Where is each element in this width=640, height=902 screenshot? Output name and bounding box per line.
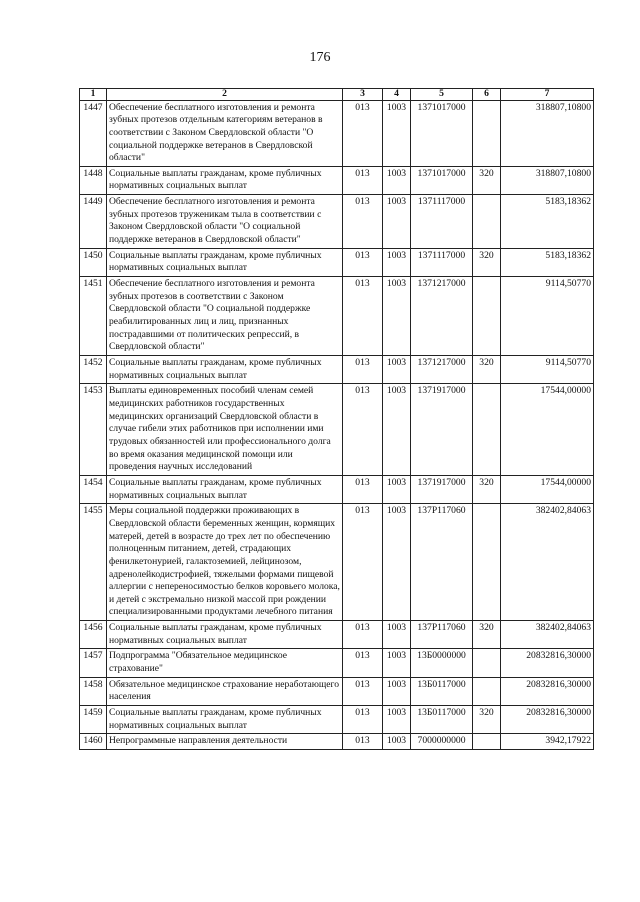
table-row [80, 248, 594, 276]
ministry-code-cell: 013 [343, 166, 383, 194]
row-name-cell: Обязательное медицинское страхование неработающего населения [107, 677, 343, 705]
row-name-cell: Социальные выплаты гражданам, кроме публичных нормативных социальных выплат [107, 706, 343, 734]
amount-cell: 17544,00000 [501, 384, 594, 476]
expense-type-cell: 320 [473, 356, 501, 384]
target-article-cell: 1371917000 [411, 475, 473, 503]
expense-type-cell [473, 277, 501, 356]
table-row [80, 166, 594, 194]
amount-cell: 17544,00000 [501, 475, 594, 503]
target-article-cell: 1371017000 [411, 100, 473, 166]
row-number-cell: 1449 [80, 195, 107, 249]
ministry-code-cell: 013 [343, 384, 383, 476]
row-number-cell: 1451 [80, 277, 107, 356]
table-row [80, 621, 594, 649]
page-number: 176 [309, 50, 331, 65]
row-name-cell: Меры социальной поддержки проживающих в Свердловской области беременных женщин, кормящих матерей, детей в возрасте до трех лет по обеспечению полноценным питанием, детей, страдающих фенилкетонурией, галактоземией, лейцинозом, адренолейкодистрофией, тяжелыми формами пищевой аллергии с непереносимостью белков коровьего молока, и детей с экстремально низкой массой при рождении специализированными продуктами лечебного питания [107, 504, 343, 621]
expense-type-cell: 320 [473, 248, 501, 276]
target-article-cell: 1371117000 [411, 248, 473, 276]
column-header: 4 [383, 89, 411, 101]
row-number-cell: 1455 [80, 504, 107, 621]
row-name-cell: Обеспечение бесплатного изготовления и ремонта зубных протезов труженикам тыла в соответствии с Законом Свердловской области "О социальной поддержке ветеранов в Свердловской области" [107, 195, 343, 249]
target-article-cell: 1371217000 [411, 277, 473, 356]
row-name-cell: Социальные выплаты гражданам, кроме публичных нормативных социальных выплат [107, 248, 343, 276]
row-number-cell: 1459 [80, 706, 107, 734]
target-article-cell: 137P117060 [411, 621, 473, 649]
row-name-cell: Выплаты единовременных пособий членам семей медицинских работников государственных медицинских организаций Свердловской области в случае гибели этих работников при исполнении ими трудовых обязанностей или профессионального долга во время оказания медицинской помощи или проведения научных исследований [107, 384, 343, 476]
target-article-cell: 137P117060 [411, 504, 473, 621]
ministry-code-cell: 013 [343, 475, 383, 503]
amount-cell: 5183,18362 [501, 195, 594, 249]
ministry-code-cell: 013 [343, 677, 383, 705]
row-name-cell: Социальные выплаты гражданам, кроме публичных нормативных социальных выплат [107, 475, 343, 503]
amount-cell: 382402,84063 [501, 621, 594, 649]
expense-type-cell: 320 [473, 166, 501, 194]
amount-cell: 318807,10800 [501, 100, 594, 166]
column-header: 6 [473, 89, 501, 101]
ministry-code-cell: 013 [343, 706, 383, 734]
row-name-cell: Непрограммные направления деятельности [107, 734, 343, 750]
section-code-cell: 1003 [383, 100, 411, 166]
row-name-cell: Социальные выплаты гражданам, кроме публичных нормативных социальных выплат [107, 356, 343, 384]
ministry-code-cell: 013 [343, 195, 383, 249]
expense-type-cell [473, 504, 501, 621]
expense-type-cell [473, 195, 501, 249]
section-code-cell: 1003 [383, 356, 411, 384]
expense-type-cell: 320 [473, 475, 501, 503]
row-number-cell: 1456 [80, 621, 107, 649]
section-code-cell: 1003 [383, 248, 411, 276]
expense-type-cell [473, 100, 501, 166]
section-code-cell: 1003 [383, 475, 411, 503]
ministry-code-cell: 013 [343, 277, 383, 356]
section-code-cell: 1003 [383, 384, 411, 476]
target-article-cell: 13Б0117000 [411, 677, 473, 705]
column-header: 3 [343, 89, 383, 101]
table-row [80, 356, 594, 384]
ministry-code-cell: 013 [343, 100, 383, 166]
amount-cell: 318807,10800 [501, 166, 594, 194]
section-code-cell: 1003 [383, 649, 411, 677]
ministry-code-cell: 013 [343, 504, 383, 621]
section-code-cell: 1003 [383, 195, 411, 249]
section-code-cell: 1003 [383, 734, 411, 750]
amount-cell: 3942,17922 [501, 734, 594, 750]
row-number-cell: 1454 [80, 475, 107, 503]
section-code-cell: 1003 [383, 277, 411, 356]
target-article-cell: 13Б0000000 [411, 649, 473, 677]
budget-table [79, 88, 594, 750]
expense-type-cell [473, 734, 501, 750]
table-row [80, 504, 594, 621]
row-name-cell: Обеспечение бесплатного изготовления и ремонта зубных протезов отдельным категориям ветеранов в соответствии с Законом Свердловской области "О социальной поддержке ветеранов в Свердловской области" [107, 100, 343, 166]
amount-cell: 5183,18362 [501, 248, 594, 276]
target-article-cell: 1371217000 [411, 356, 473, 384]
row-name-cell: Социальные выплаты гражданам, кроме публичных нормативных социальных выплат [107, 166, 343, 194]
amount-cell: 382402,84063 [501, 504, 594, 621]
row-number-cell: 1460 [80, 734, 107, 750]
row-name-cell: Подпрограмма "Обязательное медицинское страхование" [107, 649, 343, 677]
table-row [80, 475, 594, 503]
row-name-cell: Социальные выплаты гражданам, кроме публичных нормативных социальных выплат [107, 621, 343, 649]
ministry-code-cell: 013 [343, 734, 383, 750]
amount-cell: 20832816,30000 [501, 677, 594, 705]
expense-type-cell: 320 [473, 706, 501, 734]
column-header: 5 [411, 89, 473, 101]
expense-type-cell [473, 677, 501, 705]
row-number-cell: 1457 [80, 649, 107, 677]
ministry-code-cell: 013 [343, 356, 383, 384]
amount-cell: 9114,50770 [501, 356, 594, 384]
amount-cell: 20832816,30000 [501, 706, 594, 734]
target-article-cell: 1371917000 [411, 384, 473, 476]
row-number-cell: 1453 [80, 384, 107, 476]
table-row [80, 706, 594, 734]
ministry-code-cell: 013 [343, 649, 383, 677]
row-number-cell: 1452 [80, 356, 107, 384]
amount-cell: 20832816,30000 [501, 649, 594, 677]
section-code-cell: 1003 [383, 166, 411, 194]
section-code-cell: 1003 [383, 677, 411, 705]
section-code-cell: 1003 [383, 706, 411, 734]
table-row [80, 195, 594, 249]
row-number-cell: 1448 [80, 166, 107, 194]
column-header: 1 [80, 89, 107, 101]
table-row [80, 277, 594, 356]
ministry-code-cell: 013 [343, 621, 383, 649]
expense-type-cell [473, 649, 501, 677]
target-article-cell: 1371017000 [411, 166, 473, 194]
expense-type-cell [473, 384, 501, 476]
expense-type-cell: 320 [473, 621, 501, 649]
table-header-row [80, 89, 594, 101]
table-row [80, 100, 594, 166]
table-row [80, 384, 594, 476]
target-article-cell: 1371117000 [411, 195, 473, 249]
row-number-cell: 1450 [80, 248, 107, 276]
table-row [80, 649, 594, 677]
target-article-cell: 7000000000 [411, 734, 473, 750]
section-code-cell: 1003 [383, 621, 411, 649]
amount-cell: 9114,50770 [501, 277, 594, 356]
target-article-cell: 13Б0117000 [411, 706, 473, 734]
column-header: 2 [107, 89, 343, 101]
table-row [80, 734, 594, 750]
table-row [80, 677, 594, 705]
row-number-cell: 1458 [80, 677, 107, 705]
row-name-cell: Обеспечение бесплатного изготовления и ремонта зубных протезов в соответствии с Законом Свердловской области "О социальной поддержке реабилитированных лиц и лиц, признанных пострадавшими от политических репрессий, в Свердловской области" [107, 277, 343, 356]
section-code-cell: 1003 [383, 504, 411, 621]
column-header: 7 [501, 89, 594, 101]
ministry-code-cell: 013 [343, 248, 383, 276]
row-number-cell: 1447 [80, 100, 107, 166]
